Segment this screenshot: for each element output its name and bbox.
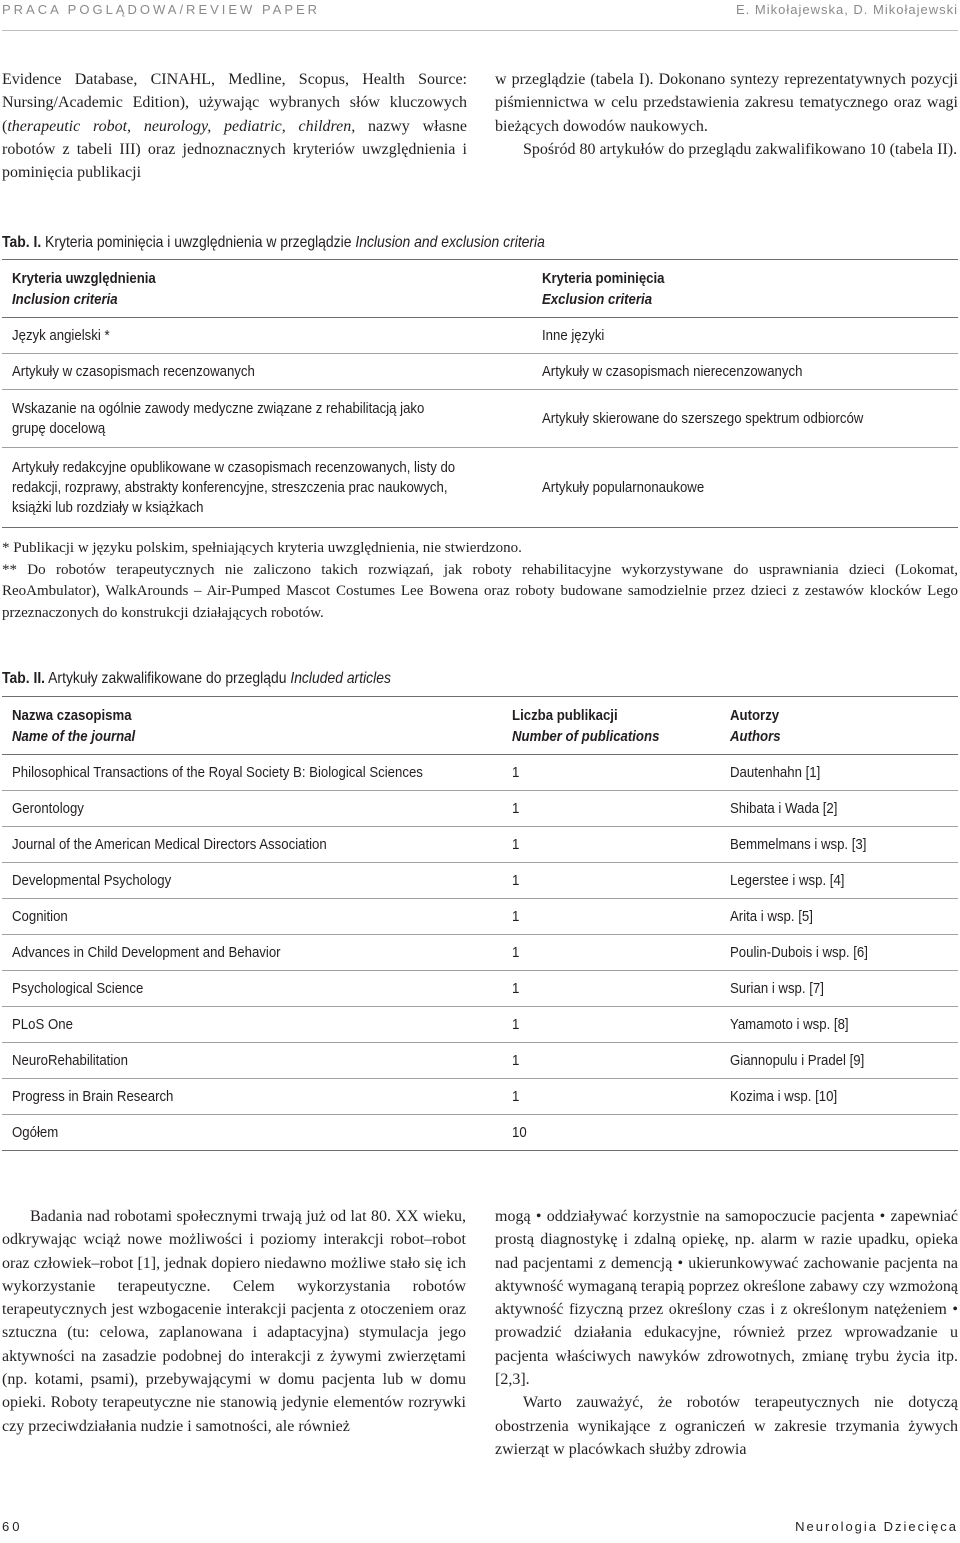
count-cell: 1 — [512, 1016, 520, 1033]
table-row — [2, 1007, 958, 1043]
table1-header-exclusion: Kryteria pominięcia Exclusion criteria — [542, 269, 665, 308]
journal-cell: Psychological Science — [12, 980, 144, 997]
count-cell: 1 — [512, 908, 520, 925]
table-row — [2, 863, 958, 899]
keywords-italic: therapeutic robot, neurology, pediatric, children, — [7, 117, 356, 135]
count-cell: 1 — [512, 944, 520, 961]
articles-table — [2, 696, 958, 1151]
table-row — [2, 899, 958, 935]
journal-cell: Progress in Brain Research — [12, 1088, 174, 1105]
criteria-table — [2, 259, 958, 528]
top-right-paragraph-2: Spośród 80 artykułów do przeglądu zakwalifikowano 10 (tabela II). — [523, 140, 958, 158]
exclusion-cell: Artykuły popularnonaukowe — [542, 479, 705, 496]
authors-cell: Dautenhahn [1] — [730, 764, 821, 781]
table1-note-1: * Publikacji w języku polskim, spełniających kryteria uwzględnienia, nie stwierdzono. — [2, 540, 522, 556]
table1-caption-en: Inclusion and exclusion criteria — [355, 234, 545, 251]
count-cell: 1 — [512, 800, 520, 817]
table2-header-journal: Nazwa czasopisma Name of the journal — [12, 706, 136, 745]
bottom-right-column — [495, 1205, 958, 1461]
count-cell: 1 — [512, 980, 520, 997]
table1-header-row — [2, 260, 958, 318]
journal-cell: Cognition — [12, 908, 68, 925]
authors-cell: Yamamoto i wsp. [8] — [730, 1016, 849, 1033]
table-row — [2, 354, 958, 390]
table1-notes — [2, 538, 958, 624]
table-total-row — [2, 1115, 958, 1151]
table-row — [2, 390, 958, 448]
count-cell: 1 — [512, 764, 520, 781]
top-left-column — [2, 68, 467, 184]
journal-cell: Philosophical Transactions of the Royal Society B: Biological Sciences — [12, 764, 423, 781]
header-authors: E. Mikołajewska, D. Mikołajewski — [736, 2, 958, 17]
journal-name: Neurologia Dziecięca — [795, 1519, 958, 1534]
inclusion-cell: Wskazanie na ogólnie zawody medyczne związane z rehabilitacją jako grupę docelową — [12, 399, 425, 437]
top-left-paragraph: Evidence Database, CINAHL, Medline, Scopus, Health Source: Nursing/Academic Edition), używając wybranych słów kluczowych (therapeutic robot, neurology, pediatric, children, nazwy własne robotów z tabeli III) oraz jednoznacznych kryteriów uwzględnienia i pominięcia publikacji — [2, 71, 467, 182]
bottom-left-paragraph: Badania nad robotami społecznymi trwają już od lat 80. XX wieku, odkrywając wciąż nowe możliwości i poziomy interakcji robot–robot oraz człowiek–robot [1], jednak dopiero niedawno możliwe stało się ich wykorzystanie terapeutyczne. Celem wykorzystania robotów terapeutycznych jest wzbogacenie interakcji pacjenta z otoczeniem oraz sztuczna (tu: celowa, zaplanowana i adaptacyjna) stymulacja jego aktywności na zasadzie podobnej do interakcji z żywymi zwierzętami (np. kotami, psami), przebywającymi w domu pacjenta lub w domu opieki. Roboty terapeutyczne nie stanowią jedynie elementów rozrywki czy przeciwdziałania nudzie i samotności, ale również — [2, 1208, 466, 1435]
header-section-label: PRACA POGLĄDOWA/REVIEW PAPER — [2, 2, 321, 17]
journal-cell: Developmental Psychology — [12, 872, 172, 889]
table2-caption: Tab. II. Artykuły zakwalifikowane do przeglądu Included articles — [2, 670, 391, 687]
authors-cell: Arita i wsp. [5] — [730, 908, 813, 925]
bottom-left-column — [2, 1205, 466, 1438]
total-label-cell: Ogółem — [12, 1124, 59, 1141]
authors-cell: Poulin-Dubois i wsp. [6] — [730, 944, 868, 961]
journal-cell: PLoS One — [12, 1016, 73, 1033]
table1-caption: Tab. I. Kryteria pominięcia i uwzględnienia w przeglądzie Inclusion and exclusion criteria — [2, 234, 545, 251]
exclusion-cell: Artykuły skierowane do szerszego spektrum odbiorców — [542, 410, 864, 427]
exclusion-cell: Inne języki — [542, 327, 605, 344]
bottom-right-paragraph-2: Warto zauważyć, że robotów terapeutycznych nie dotyczą obostrzenia wynikające z ograniczeń w zakresie trzymania żywych zwierząt w placówkach służby zdrowia — [495, 1394, 958, 1458]
running-footer — [2, 1519, 958, 1539]
table2-caption-en: Included articles — [290, 670, 391, 687]
authors-cell: Legerstee i wsp. [4] — [730, 872, 845, 889]
table-row — [2, 935, 958, 971]
inclusion-cell: Artykuły w czasopismach recenzowanych — [12, 363, 255, 380]
table2-header-count: Liczba publikacji Number of publications — [512, 706, 660, 745]
table-row — [2, 1043, 958, 1079]
header-divider — [2, 30, 958, 31]
inclusion-cell: Artykuły redakcyjne opublikowane w czasopismach recenzowanych, listy do redakcji, rozprawy, abstrakty konferencyjne, streszczenia prac naukowych, książki lub rozdziały w książkach — [12, 458, 456, 516]
table1-header-inclusion: Kryteria uwzględnienia Inclusion criteria — [12, 269, 156, 308]
table-row — [2, 791, 958, 827]
table1-caption-label: Tab. I. — [2, 234, 42, 251]
authors-cell: Surian i wsp. [7] — [730, 980, 824, 997]
table-row — [2, 971, 958, 1007]
table-row — [2, 1079, 958, 1115]
authors-cell: Kozima i wsp. [10] — [730, 1088, 838, 1105]
journal-cell: Advances in Child Development and Behavior — [12, 944, 281, 961]
table-row — [2, 755, 958, 791]
journal-cell: Journal of the American Medical Directors Association — [12, 836, 327, 853]
journal-cell: Gerontology — [12, 800, 84, 817]
table1-note-2: ** Do robotów terapeutycznych nie zaliczono takich rozwiązań, jak roboty rehabilitacyjne wykorzystywane do usprawniania dzieci (Lokomat, ReoAmbulator), WalkArounds – Air-Pumped Mascot Costumes Lee Bowena oraz roboty budowane samodzielnie przez dzieci z zestawów klocków Lego przeznaczonych do konstrukcji działających robotów. — [2, 561, 958, 621]
bottom-right-paragraph-1: mogą • oddziaływać korzystnie na samopoczucie pacjenta • zapewniać prostą diagnostykę i zdalną opiekę, np. alarm w razie upadku, opieka nad pacjentami z demencją • ukierunkowywać zachowanie pacjenta na aktywność wymaganą terapią poprzez określone zabawy czy wzmożoną aktywność fizyczną przez określony czas i z określonym natężeniem • prowadzić działania edukacyjne, również przez wprowadzanie u pacjenta właściwych nawyków zdrowotnych, zmianę trybu życia itp. [2,3]. — [495, 1208, 958, 1389]
top-right-paragraph-1: w przeglądzie (tabela I). Dokonano syntezy reprezentatywnych pozycji piśmiennictwa w celu przedstawienia zakresu tematycznego oraz wagi bieżących dowodów naukowych. — [495, 71, 958, 135]
count-cell: 1 — [512, 836, 520, 853]
count-cell: 1 — [512, 1088, 520, 1105]
running-header — [2, 2, 958, 24]
exclusion-cell: Artykuły w czasopismach nierecenzowanych — [542, 363, 803, 380]
table-row — [2, 448, 958, 528]
total-value-cell: 10 — [512, 1124, 527, 1141]
table2-caption-label: Tab. II. — [2, 670, 46, 687]
table2-header-row — [2, 697, 958, 755]
table-row — [2, 318, 958, 354]
count-cell: 1 — [512, 872, 520, 889]
table-row — [2, 827, 958, 863]
table2-header-authors: Autorzy Authors — [730, 706, 781, 745]
authors-cell: Giannopulu i Pradel [9] — [730, 1052, 865, 1069]
page-number: 60 — [2, 1519, 23, 1534]
top-right-column — [495, 68, 958, 161]
authors-cell: Bemmelmans i wsp. [3] — [730, 836, 867, 853]
count-cell: 1 — [512, 1052, 520, 1069]
journal-cell: NeuroRehabilitation — [12, 1052, 128, 1069]
inclusion-cell: Język angielski * — [12, 327, 110, 344]
authors-cell: Shibata i Wada [2] — [730, 800, 838, 817]
